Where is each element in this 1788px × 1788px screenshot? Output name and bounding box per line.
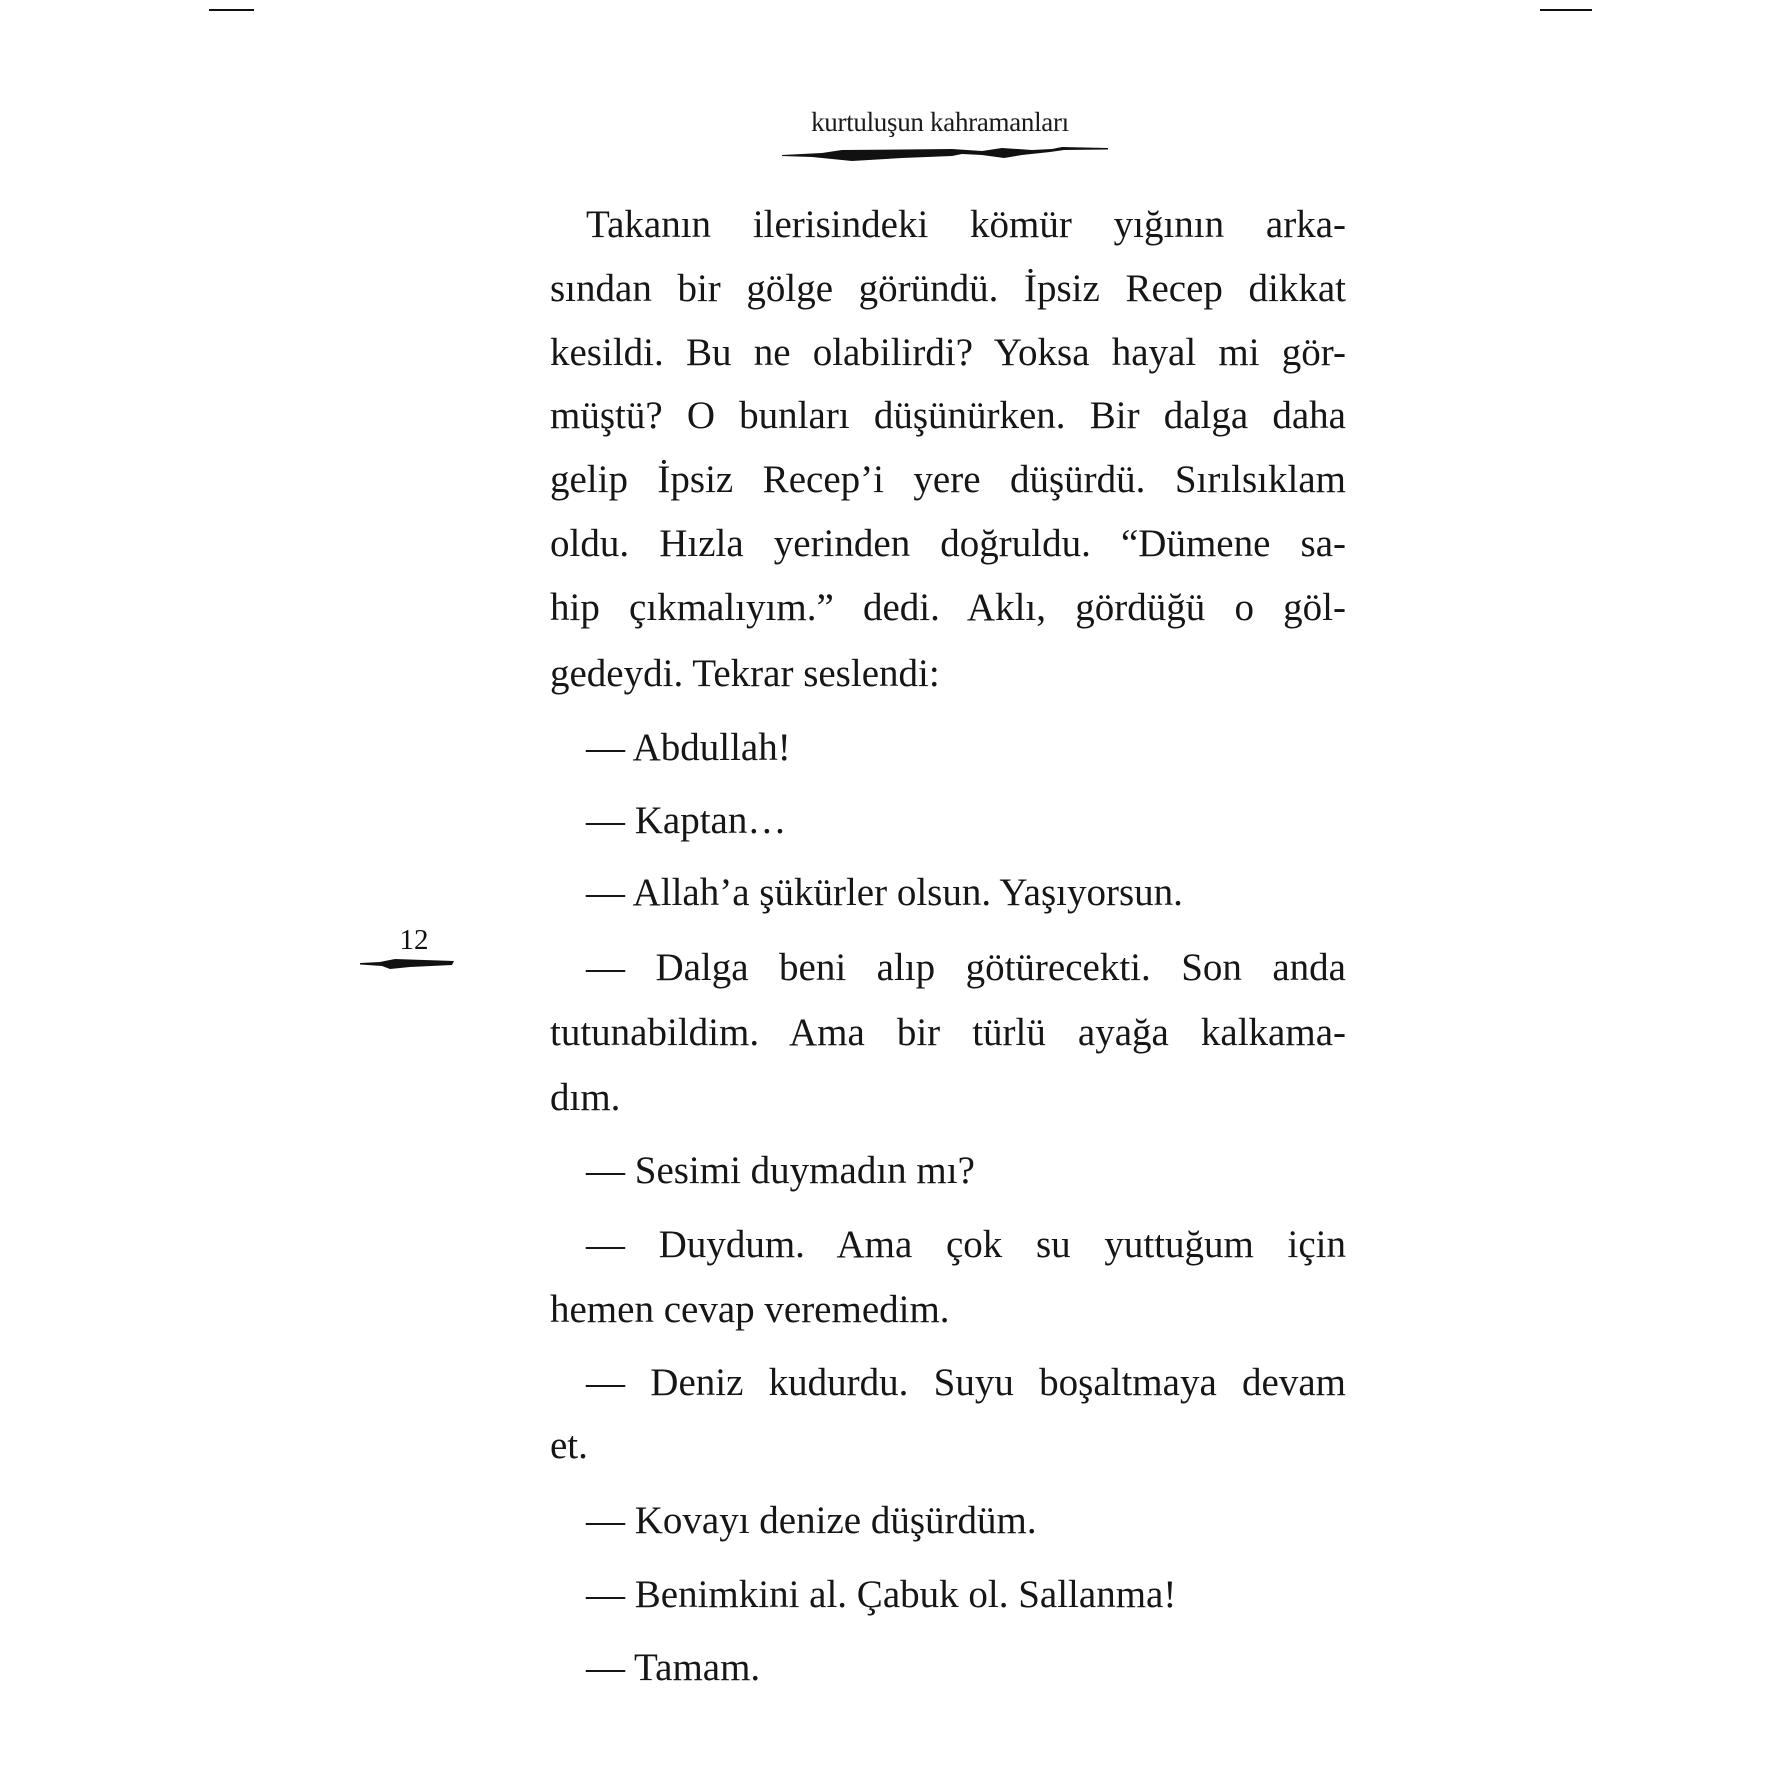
- text-line: — Benimkini al. Çabuk ol. Sallanma!: [586, 1573, 1177, 1616]
- text-line: Takanın ilerisindeki kömür yığının arka-: [586, 203, 1346, 246]
- crop-mark-right: [1540, 9, 1592, 11]
- text-line: — Duydum. Ama çok su yuttuğum için: [586, 1223, 1346, 1266]
- running-head-swash-ornament: [782, 146, 1108, 164]
- text-line: — Allah’a şükürler olsun. Yaşıyorsun.: [586, 871, 1183, 914]
- page-number: 12: [399, 924, 429, 956]
- text-line: hip çıkmalıyım.” dedi. Aklı, gördüğü o göl-: [550, 586, 1346, 629]
- text-line: — Kaptan…: [586, 799, 787, 842]
- text-line: müştü? O bunları düşünürken. Bir dalga daha: [550, 394, 1346, 437]
- page-number-swash-ornament: [360, 957, 454, 971]
- text-line: sından bir gölge göründü. İpsiz Recep dikkat: [550, 267, 1346, 310]
- text-line: oldu. Hızla yerinden doğruldu. “Dümene sa-: [550, 522, 1346, 565]
- text-line: — Abdullah!: [586, 726, 791, 769]
- text-line: gedeydi. Tekrar seslendi:: [550, 652, 940, 695]
- text-line: — Dalga beni alıp götürecekti. Son anda: [586, 946, 1346, 989]
- text-line: — Tamam.: [586, 1646, 761, 1689]
- text-line: hemen cevap veremedim.: [550, 1288, 950, 1331]
- text-line: et.: [550, 1424, 588, 1467]
- text-line: kesildi. Bu ne olabilirdi? Yoksa hayal mi gör-: [550, 331, 1346, 374]
- text-line: dım.: [550, 1076, 621, 1119]
- text-line: gelip İpsiz Recep’i yere düşürdü. Sırılsıklam: [550, 458, 1346, 501]
- crop-mark-left: [209, 9, 254, 11]
- text-line: tutunabildim. Ama bir türlü ayağa kalkama-: [550, 1011, 1346, 1054]
- running-head: kurtuluşun kahramanları: [811, 107, 1069, 137]
- text-line: — Kovayı denize düşürdüm.: [586, 1499, 1037, 1542]
- text-line: — Sesimi duymadın mı?: [586, 1149, 975, 1192]
- text-line: — Deniz kudurdu. Suyu boşaltmaya devam: [586, 1361, 1346, 1404]
